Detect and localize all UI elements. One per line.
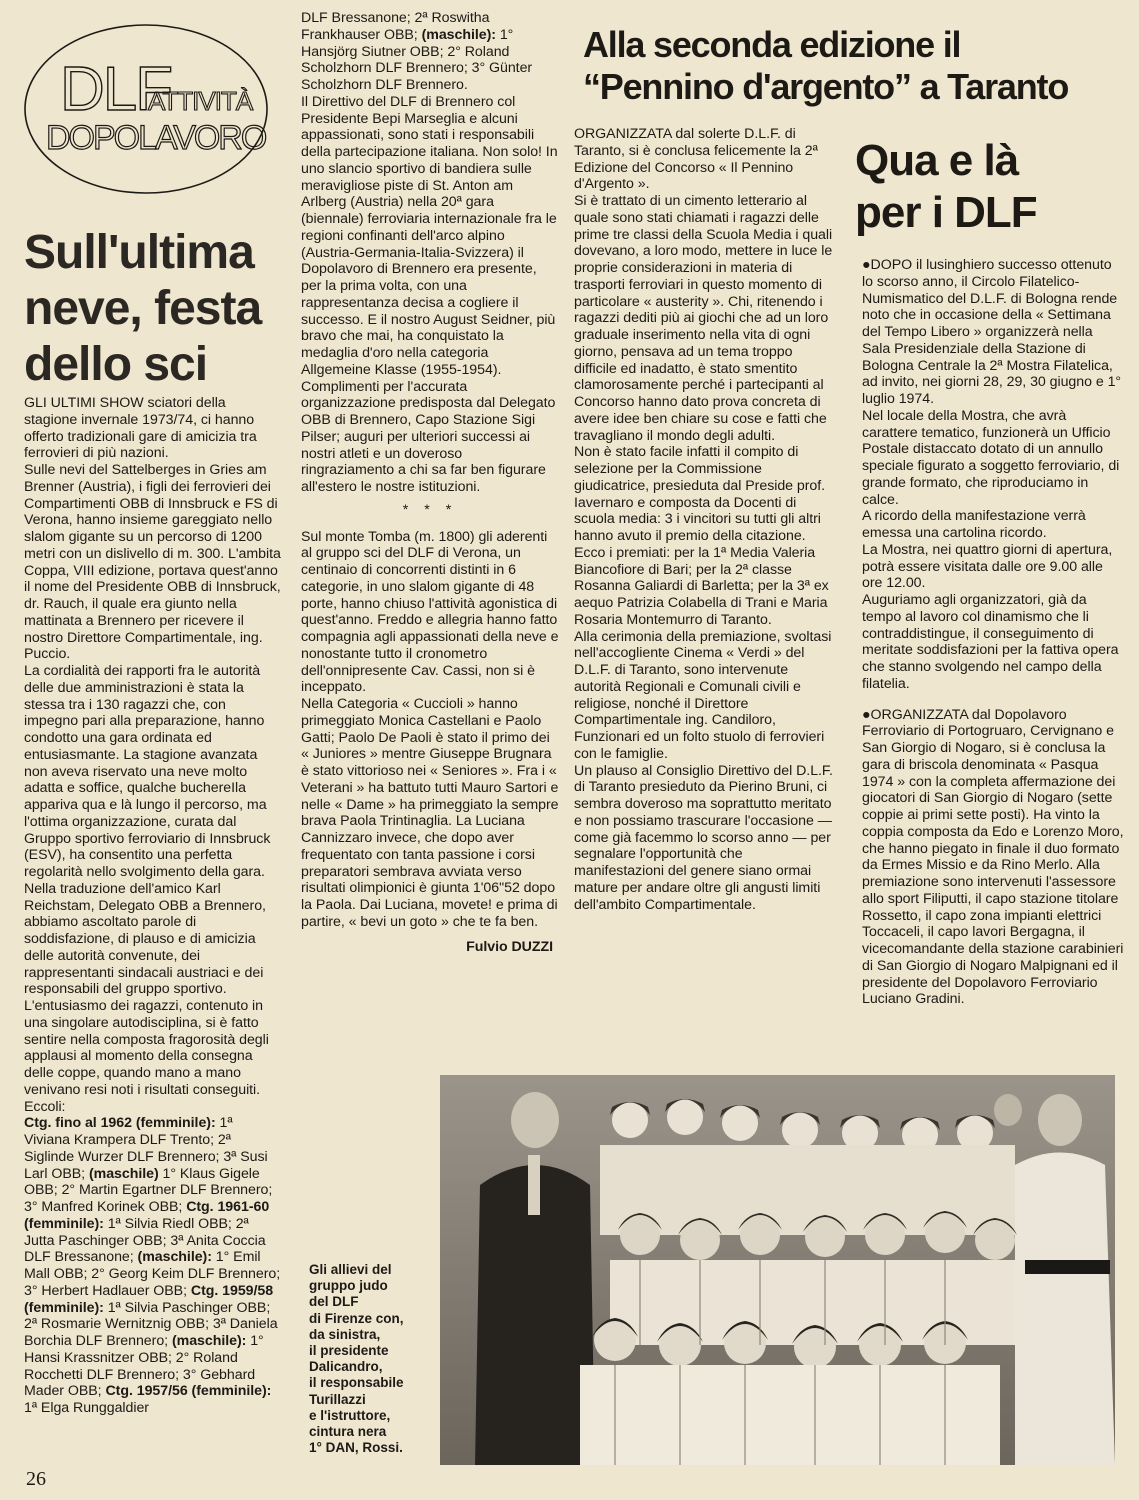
col4-headline <box>855 135 1115 239</box>
result-text: 1ª Viviana Krampera DLF Trento; 2ª Siglinde Wurzer DLF Brennero; 3ª Susi Larl OBB; <box>24 1115 268 1182</box>
caption-line: Gli allievi del <box>309 1262 392 1277</box>
caption-line: 1° DAN, Rossi. <box>309 1440 403 1456</box>
col4-headline-line: Qua e là <box>855 136 1019 185</box>
col3-paragraph: ORGANIZZATA dal solerte D.L.F. di Taranto, si è conclusa felicemente la 2ª Edizione del Concorso « Il Pennino d'Argento ». <box>574 126 818 193</box>
logo-sub1: ATTIVITÀ <box>148 86 253 116</box>
col4-paragraph: Nel locale della Mostra, che avrà carattere tematico, funzionerà un Ufficio Postale distaccato dotato di un annullo speciale figurato a soggetto ferroviario, di grande formato, che riproduciamo in calce. <box>862 407 1120 508</box>
section-separator: * * * <box>402 501 458 518</box>
col4-paragraph: ● ORGANIZZATA dal Dopolavoro Ferroviario di Portogruaro, Cervignano e San Giorgio di Nogaro, si è conclusa la gara di briscola denominata « Pasqua 1974 » con la completa affermazione dei giocatori di San Giorgio di Nogaro (sette coppie ai primi sette posti). Ha vinto la coppia composta da Edo e Lorenzo Moro, che hanno piegato in finale il duo formato da Ermes Missio e da Rino Merlo. Alla premiazione sono intervenuti l'assessore allo sport Filiputti, il capo stazione titolare Rossetto, il capo zona impianti elettrici Toccaceli, il capo lavori Bergagna, il vicecomandante della stazione carabinieri di San Giorgio di Nogaro Malpignani ed il presidente del Dopolavoro Ferroviario Luciano Gradini. <box>862 707 1124 1009</box>
judo-group-photo <box>440 1075 1115 1465</box>
col1-results <box>24 1115 282 1417</box>
col3-paragraph: Un plauso al Consiglio Direttivo del D.L.F. di Taranto presieduto da Pierino Bruni, ci sembra doveroso ma soprattutto meritato e non possiamo trascurare l'occasione — come già facemmo lo scorso anno — per segnalare l'opportunità che manifestazioni del genere siano ormai mature per andare oltre gli angusti limiti dell'ambito Compartimentale. <box>574 762 833 913</box>
result-category: (maschile): <box>421 26 496 43</box>
col3-headline <box>583 24 1123 108</box>
col2-article <box>301 10 559 955</box>
result-text: DLF Bressanone; 2ª Roswitha Frankhauser OBB; <box>301 10 490 43</box>
col1-paragraph: La cordialità dei rapporti fra le autorità delle due amministrazioni è stata la stessa tra i 130 ragazzi che, con impegno pari alla preparazione, hanno condotto una gara ordinata ed entusiasmante. La stagione avanzata non aveva riservato una neve molto adatta e soffice, qualche buchereIla appariva qua e là lungo il percorso, ma l'ottima organizzazione, curata dal Gruppo sportivo ferroviario di Innsbruck (ESV), ha consentito una perfetta regolarità nello svolgimento della gara. Nella traduzione dell'amico Karl Reichstam, Delegato OBB a Brennero, abbiamo ascoltato parole di soddisfazione, di plauso e di amicizia delle autorità convenute, dei rappresentanti sindacali austriaci e dei responsabili del gruppo sportivo. L'entusiasmo dei ragazzi, contenuto in una singolare autodisciplina, si è fatto sentire nella composta fragorosità degli applausi al momento della consegna delle coppe, quando mano a mano venivano resi noti i risultati conseguiti. Eccoli: <box>24 663 271 1115</box>
col4-paragraph: La Mostra, nei quattro giorni di apertura, potrà essere visitata dalle ore 9.00 alle ore 12.00. <box>862 541 1113 592</box>
col1-headline <box>24 225 279 393</box>
result-category: (maschile) <box>88 1165 159 1182</box>
caption-line: gruppo judo <box>309 1278 388 1294</box>
caption-line: e l'istruttore, <box>309 1407 391 1423</box>
col3-headline-line: “Pennino d'argento” a Taranto <box>583 66 1069 107</box>
col1-headline-line: neve, festa <box>24 282 262 335</box>
dlf-logo-graphic <box>22 22 270 197</box>
col1-paragraph: Sulle nevi del Sattelberges in Gries am Brenner (Austria), i figli dei ferrovieri dei Compartimenti OBB di Innsbruck e FS di Verona, hanno insieme gareggiato nello slalom gigante su un percorso di 1200 metri con un dislivello di m. 300. L'ambita Coppa, VIII edizione, portava quest'anno il nome del Presidente OBB di Innsbruck, dr. Rauch, il quale era giunto nella mattinata a Brennero per ricevere il nostro Direttore Compartimentale, ing. Puccio. <box>24 462 281 663</box>
col3-paragraph: Non è stato facile infatti il compito di selezione per la Commissione giudicatrice, presieduta dal Preside prof. Iavernaro e composta da Docenti di scuola media: 3 i vincitori su tutti gli altri hanno avuto il premio della citazione. <box>574 444 826 544</box>
result-category: (maschile): <box>137 1249 212 1266</box>
caption-line: del DLF <box>309 1294 359 1310</box>
result-text: 1ª Silvia Riedl OBB; 2ª Jutta Paschinger OBB; 3ª Anita Coccia DLF Bressanone; <box>24 1215 266 1266</box>
caption-line: il responsabile <box>309 1375 404 1391</box>
caption-line: il presidente <box>309 1343 389 1359</box>
caption-line: di Firenze con, <box>309 1310 404 1326</box>
col3-article <box>574 126 836 913</box>
col4-paragraph: Auguriamo agli organizzatori, già da tempo al lavoro col dinamismo che li contraddistingue, il conseguimento di meritate soddisfazioni per la fattiva opera che stanno svolgendo nel campo della filatelia. <box>862 592 1119 692</box>
col1-headline-line: Sull'ultima <box>24 226 254 279</box>
caption-line: da sinistra, <box>309 1326 381 1342</box>
col3-headline-line: Alla seconda edizione il <box>583 24 961 65</box>
photo-caption <box>309 1262 439 1456</box>
result-text: 1° Klaus Gigele OBB; 2° Martin Egartner DLF Brennero; 3° Manfred Korinek OBB; <box>24 1165 273 1215</box>
logo-sub2: DOPOLAVORO <box>46 119 266 157</box>
col4-article <box>862 257 1124 1008</box>
result-category: Ctg. 1961-60 (femminile): <box>24 1199 270 1232</box>
col4-paragraph: A ricordo della manifestazione verrà emessa una cartolina ricordo. <box>862 508 1086 541</box>
caption-line: Turillazzi <box>309 1391 366 1407</box>
judo-group-photo-graphic <box>440 1075 1115 1465</box>
col4-paragraph: ● DOPO il lusinghiero successo ottenuto lo scorso anno, il Circolo Filatelico-Numismatico del D.L.F. di Bologna rende noto che in occasione della « Settimana del Tempo Libero » organizzerà nella Sala Presidenziale della Stazione di Bologna Centrale la 2ª Mostra Filatelica, ad invito, nei giorni 28, 29, 30 giugno e 1° luglio 1974. <box>862 257 1124 408</box>
col2-results <box>301 10 559 94</box>
col2-paragraph: Nella Categoria « Cuccioli » hanno primeggiato Monica Castellani e Paolo Gatti; Paolo De Paoli è stato il primo dei « Juniores » mentre Giuseppe Brugnara è stato vittorioso nei « Seniores ». Fra i « Veterani » ha battuto tutti Mauro Sartori e nelle « Dame » ha primeggiato la sempre brava Paola Trintinaglia. La Luciana Cannizzaro invece, che dopo aver frequentato con tanta passione i corsi preparatori sembrava avviata verso risultati olimpionici è giunta 1'06"52 dopo la Paola. Dai Luciana, movete! e prima di partire, « bevi un goto » che te fa ben. <box>301 696 559 930</box>
col3-paragraph: Si è trattato di un cimento letterario al quale sono stati chiamati i ragazzi delle prime tre classi della Scuola Media i quali dovevano, a loro modo, mettere in luce le proprie considerazioni in materia di trasporti ferroviari in questo momento di particolare « austerity ». Chi, ritenendo i ragazzi dediti più ai giochi che ad un loro graduale inserimento nella vita di ogni giorno, pensava ad un tema troppo difficile ed inadatto, è stato smentito clamorosamente perché i partecipanti al Concorso hanno dato prova concreta di avere idee ben chiare su cose e fatti che travagliano il mondo degli adulti. <box>574 193 833 444</box>
result-category: (maschile): <box>171 1333 247 1349</box>
result-text: 1° Emil Mall OBB; 2° Georg Keim DLF Brennero; 3° Herbert Hadlauer OBB; <box>24 1249 281 1299</box>
dlf-logo <box>22 22 270 197</box>
result-category: Ctg. 1959/58 (femminile): <box>24 1282 274 1316</box>
caption-line: cintura nera <box>309 1424 387 1440</box>
result-text: 1ª Elga Runggaldier <box>24 1400 149 1416</box>
result-text: 1° Hansjörg Siutner OBB; 2° Roland Scholzhorn DLF Brennero; 3° Günter Scholzhorn DLF Brennero. <box>301 26 533 93</box>
col2-paragraph: Il Direttivo del DLF di Brennero col Presidente Bepi Marseglia e alcuni appassionati, sono stati i responsabili della partecipazione italiana. Non solo! In uno slancio sportivo di bandiera sulle meravigliose piste di St. Anton am Arlberg (Austria) nella 20ª gara (biennale) ferroviaria internazionale fra le regioni confinanti dell'arco alpino (Austria-Germania-Italia-Svizzera) il Dopolavoro di Brennero era presente, per la prima volta, con una rappresentanza decisa a cogliere il successo. E il nostro August Seidner, più bravo che mai, ha conquistato la medaglia d'oro nella categoria Allgemeine Klasse (1955-1954). Complimenti per l'accurata organizzazione predisposta dal Delegato OBB di Brennero, Capo Stazione Sigi Pilser; auguri per ulteriori successi ai nostri atleti e un doveroso ringraziamento a chi sa far ben figurare all'estero le nostre istituzioni. <box>301 93 558 495</box>
col2-paragraph: Sul monte Tomba (m. 1800) gli aderenti al gruppo sci del DLF di Verona, un centinaio di concorrenti distinti in 6 categorie, in uno slalom gigante di 48 porte, hanno chiuso l'attività agonistica di quest'anno. Freddo e allegria hanno fatto compagnia agli appassionati della neve e nonostante tutto il cronometro dell'onnipresente Cav. Cassi, non si è inceppato. <box>301 528 559 696</box>
col4-headline-line: per i DLF <box>855 188 1037 237</box>
caption-line: Dalicandro, <box>309 1359 383 1375</box>
result-text: 1ª Silvia Paschinger OBB; 2ª Rosmarie Wernitznig OBB; 3ª Daniela Borchia DLF Brennero; <box>24 1299 278 1349</box>
result-category: Ctg. 1957/56 (femminile): <box>105 1383 272 1400</box>
logo-main: DLF <box>60 55 172 124</box>
col3-paragraph: Alla cerimonia della premiazione, svoltasi nell'accogliente Cinema « Verdi » del D.L.F. di Taranto, sono intervenute autorità Regionali e Comunali civili e religiose, nonché il Direttore Compartimentale ing. Candiloro, Funzionari ed un folto stuolo di ferrovieri con le famiglie. <box>574 628 832 762</box>
result-category: Ctg. fino al 1962 (femminile): <box>24 1115 216 1132</box>
author-signature: Fulvio DUZZI <box>466 938 553 955</box>
col1-headline-line: dello sci <box>24 338 208 391</box>
page-number: 26 <box>26 1468 46 1490</box>
result-text: 1° Hansi Krassnitzer OBB; 2° Roland Rocchetti DLF Brennero; 3° Gebhard Mader OBB; <box>24 1333 264 1400</box>
col1-article <box>24 395 282 1417</box>
col3-paragraph: Ecco i premiati: per la 1ª Media Valeria Biancofiore di Bari; per la 2ª classe Rosanna Galiardi di Barletta; per la 3ª ex aequo Patrizia Colabella di Trani e Maria Rosaria Montemurro di Taranto. <box>574 544 829 628</box>
col1-paragraph: GLI ULTIMI SHOW sciatori della stagione invernale 1973/74, ci hanno offerto tradizionali gare di amicizia tra ferrovieri di più nazioni. <box>24 395 257 462</box>
